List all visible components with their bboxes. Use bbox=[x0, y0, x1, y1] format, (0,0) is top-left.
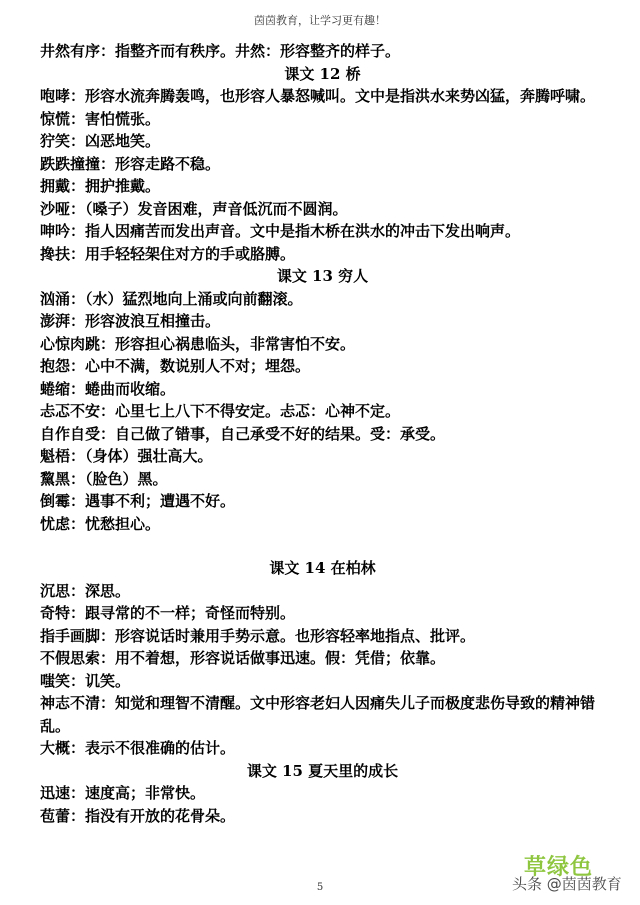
vocabulary-entry: 嗤笑：讥笑。 bbox=[40, 671, 131, 690]
vocabulary-entry: 大概：表示不很准确的估计。 bbox=[40, 739, 236, 757]
vocabulary-entry: 不假思索：用不着想，形容说话做事迅速。假：凭借；依靠。 bbox=[40, 649, 446, 667]
vocabulary-entry: 苞蕾：指没有开放的花骨朵。 bbox=[40, 806, 236, 825]
vocabulary-entry: 咆哮：形容水流奔腾轰鸣，也形容人暴怒喊叫。文中是指洪水来势凶猛，奔腾呼啸。 bbox=[40, 87, 596, 105]
vocabulary-entry: 迅速：速度高；非常快。 bbox=[40, 784, 206, 802]
vocabulary-entry: 搀扶：用手轻轻架住对方的手或胳膊。 bbox=[40, 244, 296, 263]
lesson-heading: 课文 13 穷人 bbox=[276, 267, 369, 285]
lesson-heading: 课文 14 在柏林 bbox=[269, 559, 376, 577]
vocabulary-entry: 奇特：跟寻常的不一样；奇怪而特别。 bbox=[40, 604, 296, 622]
vocabulary-entry: 汹涌：（水）猛烈地向上涌或向前翻滚。 bbox=[40, 289, 303, 308]
lesson-heading: 课文 15 夏天里的成长 bbox=[246, 761, 399, 780]
vocabulary-entry: 呻吟：指人因痛苦而发出声音。文中是指木桥在洪水的冲击下发出响声。 bbox=[40, 222, 521, 240]
vocabulary-entry: 倒霉：遇事不利；遭遇不好。 bbox=[40, 492, 236, 510]
vocabulary-list bbox=[40, 40, 605, 827]
vocabulary-entry: 沙哑：（嗓子）发音困难，声音低沉而不圆润。 bbox=[40, 199, 348, 218]
vocabulary-entry: 忐忑不安：心里七上八下不得安定。忐忑：心神不定。 bbox=[40, 402, 401, 420]
vocabulary-entry: 澎湃：形容波浪互相撞击。 bbox=[40, 312, 221, 330]
blank-gap bbox=[40, 535, 605, 557]
page-number: 5 bbox=[316, 882, 324, 893]
vocabulary-entry: 黧黑：（脸色）黑。 bbox=[40, 469, 168, 488]
vocabulary-entry: 自作自受：自己做了错事，自己承受不好的结果。受：承受。 bbox=[40, 424, 446, 443]
watermark-source: 头条 @茵茵教育 bbox=[512, 875, 622, 893]
page-header: 茵茵教育，让学习更有趣！ bbox=[254, 14, 386, 27]
vocabulary-entry: 沉思：深思。 bbox=[40, 581, 131, 600]
vocabulary-entry: 井然有序：指整齐而有秩序。井然：形容整齐的样子。 bbox=[40, 42, 401, 60]
vocabulary-entry: 抱怨：心中不满，数说别人不对；埋怨。 bbox=[40, 357, 311, 375]
vocabulary-entry: 魁梧：（身体）强壮高大。 bbox=[40, 447, 213, 465]
vocabulary-entry: 心惊肉跳：形容担心祸患临头，非常害怕不安。 bbox=[40, 334, 356, 353]
lesson-heading: 课文 12 桥 bbox=[284, 64, 361, 83]
vocabulary-entry: 惊慌：害怕慌张。 bbox=[40, 109, 161, 128]
vocabulary-entry: 指手画脚：形容说话时兼用手势示意。也形容轻率地指点、批评。 bbox=[40, 626, 476, 645]
vocabulary-entry: 忧虑：忧愁担心。 bbox=[40, 514, 161, 533]
vocabulary-entry: 神志不清：知觉和理智不清醒。文中形容老妇人因痛失儿子而极度悲伤导致的精神错乱。 bbox=[40, 694, 596, 735]
vocabulary-entry: 狞笑：凶恶地笑。 bbox=[40, 132, 161, 150]
vocabulary-entry: 跌跌撞撞：形容走路不稳。 bbox=[40, 154, 221, 173]
vocabulary-entry: 拥戴：拥护推戴。 bbox=[40, 177, 161, 195]
watermark-brand: 草绿色 bbox=[524, 855, 594, 880]
vocabulary-entry: 蜷缩：蜷曲而收缩。 bbox=[40, 379, 176, 398]
